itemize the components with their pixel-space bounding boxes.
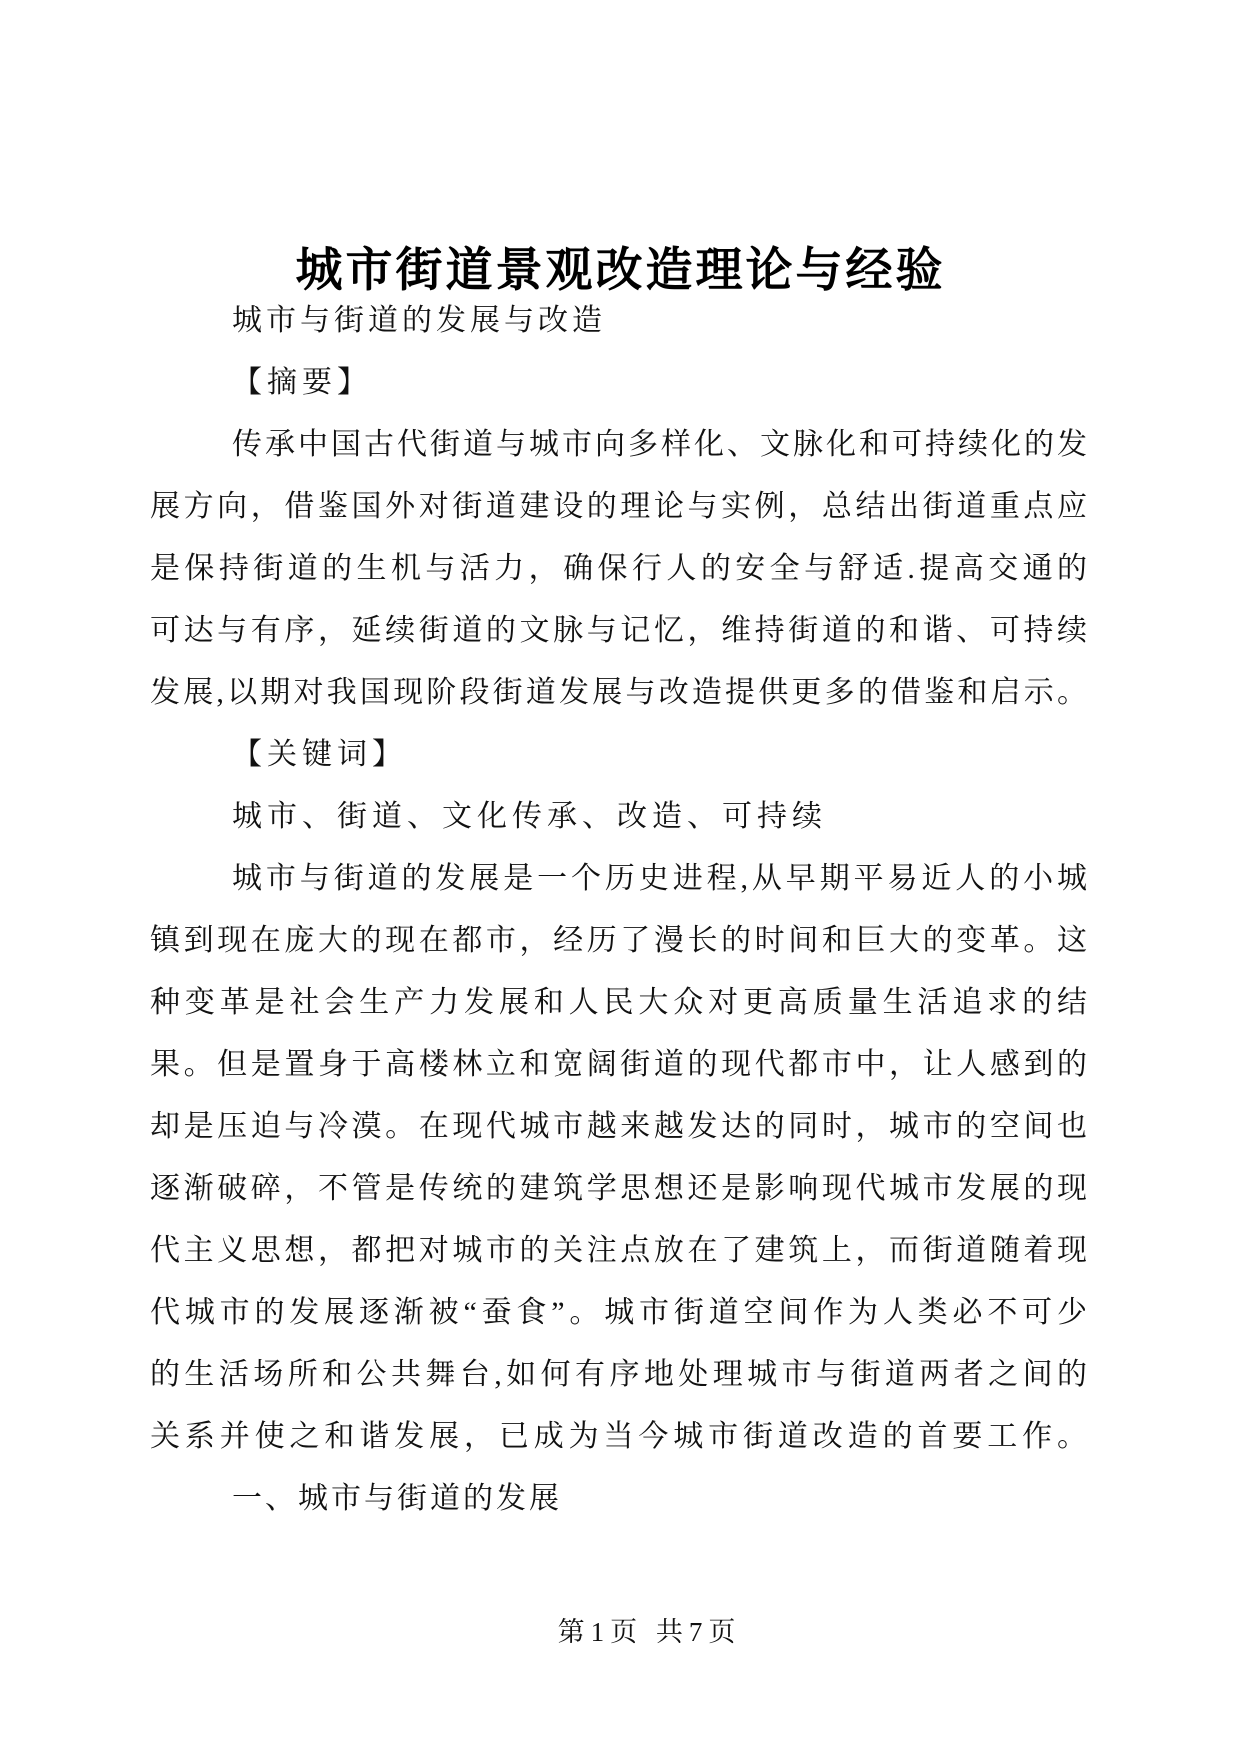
paragraph-line: 是保持街道的生机与活力，确保行人的安全与舒适.提高交通的 — [150, 552, 1087, 585]
abstract-label: 【摘要】 — [232, 366, 372, 399]
paragraph-line: 展方向，借鉴国外对街道建设的理论与实例，总结出街道重点应 — [150, 490, 1087, 523]
paragraph-line: 镇到现在庞大的现在都市，经历了漫长的时间和巨大的变革。这 — [150, 924, 1087, 957]
paragraph-line: 城市与街道的发展是一个历史进程,从早期平易近人的小城 — [232, 862, 1087, 895]
document-content — [150, 290, 1087, 1530]
keywords-text: 城市、街道、文化传承、改造、可持续 — [232, 800, 827, 833]
body-paragraph — [150, 848, 1087, 1468]
paragraph-line: 代城市的发展逐渐被“蚕食”。城市街道空间作为人类必不可少 — [150, 1296, 1087, 1329]
paragraph-line: 果。但是置身于高楼林立和宽阔街道的现代都市中，让人感到的 — [150, 1048, 1087, 1081]
paragraph-line: 的生活场所和公共舞台,如何有序地处理城市与街道两者之间的 — [150, 1358, 1087, 1391]
paragraph-line: 传承中国古代街道与城市向多样化、文脉化和可持续化的发 — [232, 428, 1087, 461]
keywords-label: 【关键词】 — [232, 738, 407, 771]
page-number-footer: 第1页 共7页 — [557, 1617, 742, 1647]
paragraph-line: 种变革是社会生产力发展和人民大众对更高质量生活追求的结 — [150, 986, 1087, 1019]
paragraph-line: 关系并使之和谐发展，已成为当今城市街道改造的首要工作。 — [150, 1420, 1087, 1453]
paragraph-line: 发展,以期对我国现阶段街道发展与改造提供更多的借鉴和启示。 — [150, 676, 1087, 709]
paragraph-line: 可达与有序，延续街道的文脉与记忆，维持街道的和谐、可持续 — [150, 614, 1087, 647]
paragraph-line: 却是压迫与冷漠。在现代城市越来越发达的同时，城市的空间也 — [150, 1110, 1087, 1143]
document-title: 城市街道景观改造理论与经验 — [295, 245, 946, 298]
document-subtitle: 城市与街道的发展与改造 — [232, 304, 606, 337]
section-heading: 一、城市与街道的发展 — [232, 1482, 562, 1515]
paragraph-line: 代主义思想，都把对城市的关注点放在了建筑上，而街道随着现 — [150, 1234, 1087, 1267]
paragraph-line: 逐渐破碎，不管是传统的建筑学思想还是影响现代城市发展的现 — [150, 1172, 1087, 1205]
abstract-paragraph — [150, 414, 1087, 724]
